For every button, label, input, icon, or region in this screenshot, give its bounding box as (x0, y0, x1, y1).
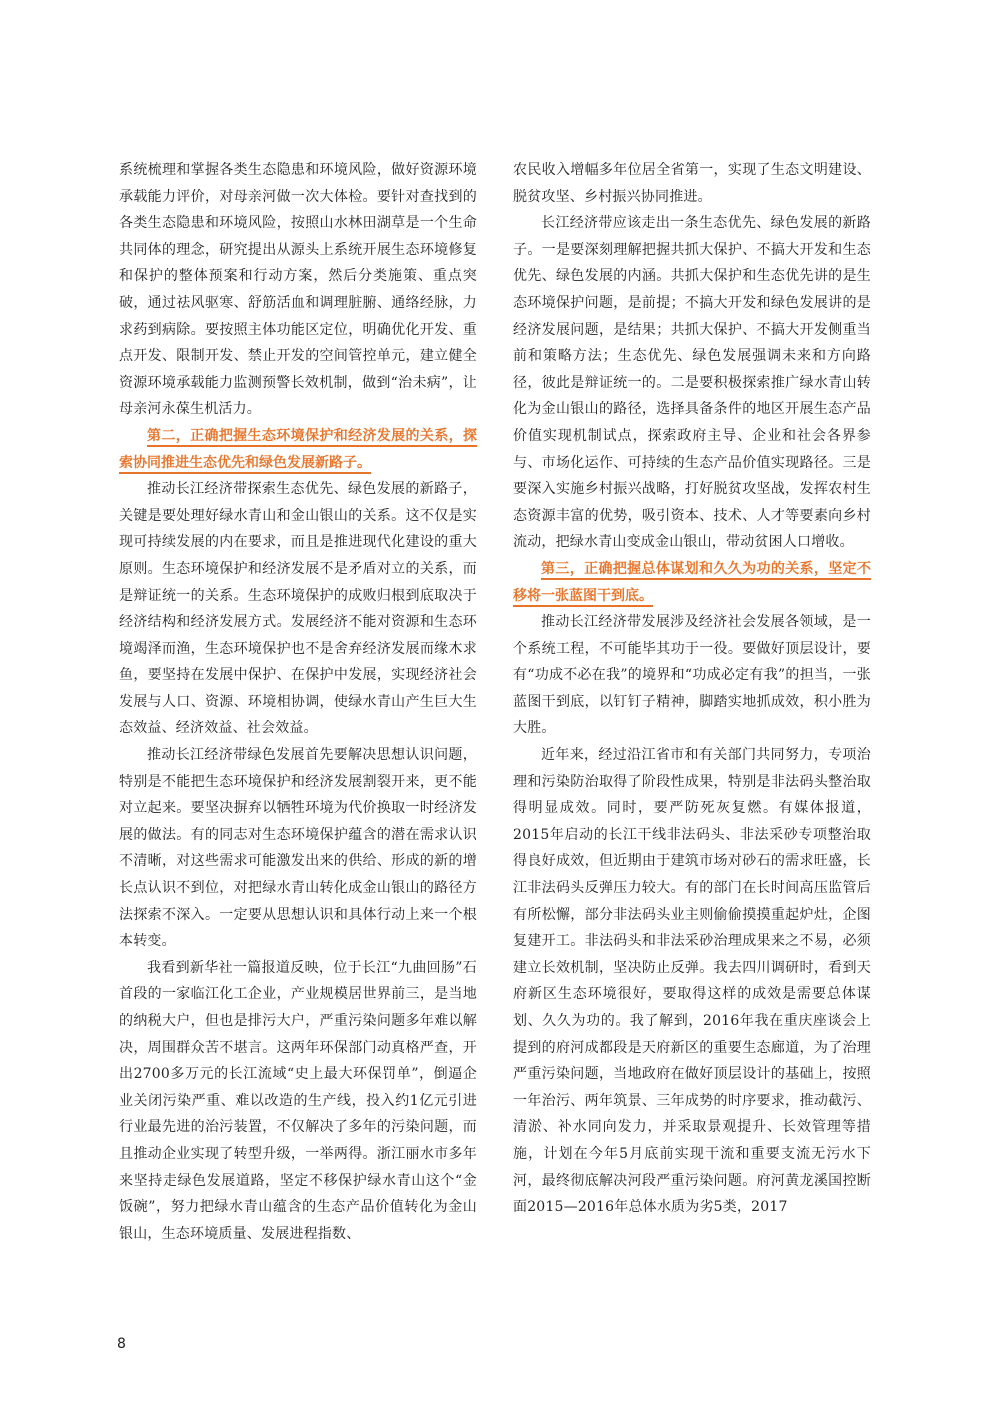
left-column (119, 157, 477, 1247)
section-heading-3-text: 第三，正确把握总体谋划和久久为功的关系，坚定不移将一张蓝图干到底。 (513, 561, 871, 607)
paragraph: 近年来，经过沿江省市和有关部门共同努力，专项治理和污染防治取得了阶段性成果，特别是非法码头整治取得明显成效。同时，要严防死灰复燃。有媒体报道，2015年启动的长江干线非法码头、非法采砂专项整治取得良好成效，但近期由于建筑市场对砂石的需求旺盛，长江非法码头反弹压力较大。有的部门在长时间高压监管后有所松懈，部分非法码头业主则偷偷摸摸重起炉灶，企图复建开工。非法码头和非法采砂治理成果来之不易，必须建立长效机制，坚决防止反弹。我去四川调研时，看到天府新区生态环境很好，要取得这样的成效是需要总体谋划、久久为功的。我了解到，2016年我在重庆座谈会上提到的府河成都段是天府新区的重要生态廊道，为了治理严重污染问题，当地政府在做好顶层设计的基础上，按照一年治污、两年筑景、三年成势的时序要求，推动截污、清淤、补水同向发力，并采取景观提升、长效管理等措施，计划在今年5月底前实现干流和重要支流无污水下河，最终彻底解决河段严重污染问题。府河黄龙溪国控断面2015—2016年总体水质为劣5类，2017 (513, 747, 871, 1216)
paragraph: 长江经济带应该走出一条生态优先、绿色发展的新路子。一是要深刻理解把握共抓大保护、不搞大开发和生态优先、绿色发展的内涵。共抓大保护和生态优先讲的是生态环境保护问题，是前提；不搞大开发和绿色发展讲的是经济发展问题，是结果；共抓大保护、不搞大开发侧重当前和策略方法；生态优先、绿色发展强调未来和方向路径，彼此是辩证统一的。二是要积极探索推广绿水青山转化为金山银山的路径，选择具备条件的地区开展生态产品价值实现机制试点，探索政府主导、企业和社会各界参与、市场化运作、可持续的生态产品价值实现路径。三是要深入实施乡村振兴战略，打好脱贫攻坚战，发挥农村生态资源丰富的优势，吸引资本、技术、人才等要素向乡村流动，把绿水青山变成金山银山，带动贫困人口增收。 (513, 215, 871, 551)
paragraph: 系统梳理和掌握各类生态隐患和环境风险，做好资源环境承载能力评价，对母亲河做一次大体检。要针对查找到的各类生态隐患和环境风险，按照山水林田湖草是一个生命共同体的理念，研究提出从源头上系统开展生态环境修复和保护的整体预案和行动方案，然后分类施策、重点突破，通过祛风驱寒、舒筋活血和调理脏腑、通络经脉，力求药到病除。要按照主体功能区定位，明确优化开发、重点开发、限制开发、禁止开发的空间管控单元，建立健全资源环境承载能力监测预警长效机制，做到“治未病”，让母亲河永葆生机活力。 (119, 162, 477, 418)
paragraph: 推动长江经济带绿色发展首先要解决思想认识问题，特别是不能把生态环境保护和经济发展割裂开来，更不能对立起来。要坚决摒弃以牺牲环境为代价换取一时经济发展的做法。有的同志对生态环境保护蕴含的潜在需求认识不清晰，对这些需求可能激发出来的供给、形成的新的增长点认识不到位，对把绿水青山转化成金山银山的路径方法探索不深入。一定要从思想认识和具体行动上来一个根本转变。 (119, 747, 477, 950)
section-heading-3 (513, 556, 871, 609)
section-heading-2 (119, 423, 477, 476)
section-heading-2-text: 第二，正确把握生态环境保护和经济发展的关系，探索协同推进生态优先和绿色发展新路子。 (119, 428, 477, 474)
paragraph: 我看到新华社一篇报道反映，位于长江“九曲回肠”石首段的一家临江化工企业，产业规模居世界前三，是当地的纳税大户，但也是排污大户，严重污染问题多年难以解决，周围群众苦不堪言。这两年环保部门动真格严查，开出2700多万元的长江流域“史上最大环保罚单”，倒逼企业关闭污染严重、难以改造的生产线，投入约1亿元引进行业最先进的治污装置，不仅解决了多年的污染问题，而且推动企业实现了转型升级，一举两得。浙江丽水市多年来坚持走绿色发展道路，坚定不移保护绿水青山这个“金饭碗”，努力把绿水青山蕴含的生态产品价值转化为金山银山，生态环境质量、发展进程指数、 (119, 959, 477, 1242)
right-column (513, 157, 871, 1221)
page-number: 8 (117, 1336, 126, 1352)
paragraph: 推动长江经济带探索生态优先、绿色发展的新路子，关键是要处理好绿水青山和金山银山的关系。这不仅是实现可持续发展的内在要求，而且是推进现代化建设的重大原则。生态环境保护和经济发展不是矛盾对立的关系，而是辩证统一的关系。生态环境保护的成败归根到底取决于经济结构和经济发展方式。发展经济不能对资源和生态环境竭泽而渔，生态环境保护也不是舍弃经济发展而缘木求鱼，要坚持在发展中保护、在保护中发展，实现经济社会发展与人口、资源、环境相协调，使绿水青山产生巨大生态效益、经济效益、社会效益。 (119, 481, 477, 737)
paragraph: 农民收入增幅多年位居全省第一，实现了生态文明建设、脱贫攻坚、乡村振兴协同推进。 (513, 162, 871, 205)
paragraph: 推动长江经济带发展涉及经济社会发展各领域，是一个系统工程，不可能毕其功于一役。要做好顶层设计，要有“功成不必在我”的境界和“功成必定有我”的担当，一张蓝图干到底，以钉钉子精神，脚踏实地抓成效，积小胜为大胜。 (513, 614, 871, 737)
